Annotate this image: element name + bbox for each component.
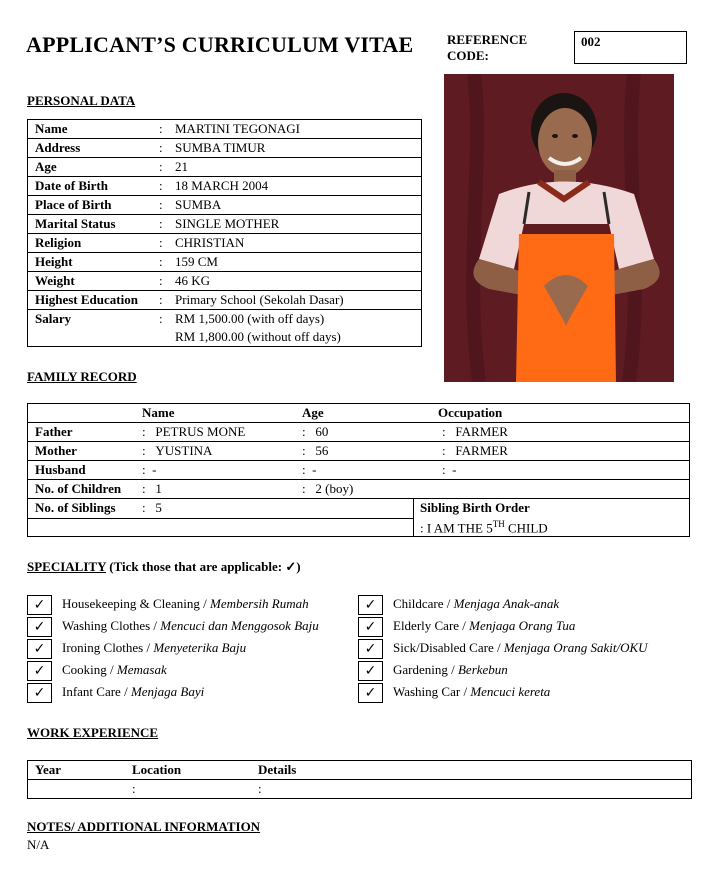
salary-row [28, 310, 422, 347]
speciality-label [393, 662, 508, 678]
colon: : [159, 291, 169, 310]
checkbox-checked[interactable]: ✓ [358, 661, 383, 681]
colon: : [159, 234, 169, 253]
family-name: PETRUS MONE [155, 424, 246, 439]
personal-row [28, 215, 422, 234]
label-ms: Menjaga Bayi [130, 684, 205, 699]
children-label: No. of Children [35, 481, 122, 496]
label-en: Gardening / [393, 662, 458, 677]
field-label: Religion [28, 234, 160, 253]
photo-illustration [444, 74, 674, 382]
salary-with-off-days: RM 1,500.00 (with off days) [175, 311, 325, 326]
field-value: MARTINI TEGONAGI [169, 120, 422, 139]
colon: : [159, 196, 169, 215]
personal-row [28, 120, 422, 139]
speciality-label [62, 640, 246, 656]
checkbox-checked[interactable]: ✓ [27, 595, 52, 615]
label-en: Cooking / [62, 662, 117, 677]
details-colon: : [258, 781, 262, 796]
col-occupation-header: Occupation [438, 405, 503, 420]
label-ms: Memasak [116, 662, 167, 677]
speciality-label [393, 596, 559, 612]
birth-order-suffix: CHILD [504, 520, 548, 536]
reference-label-line2: CODE: [447, 48, 489, 63]
checkbox-checked[interactable]: ✓ [358, 617, 383, 637]
birth-order-label: Sibling Birth Order [420, 500, 530, 515]
personal-row [28, 291, 422, 310]
label-en: Elderly Care / [393, 618, 470, 633]
children-count: 1 [155, 481, 162, 496]
field-label: Place of Birth [28, 196, 160, 215]
checkbox-checked[interactable]: ✓ [27, 661, 52, 681]
family-row-husband: Husband : - : - : - [28, 461, 689, 480]
label-ms: Mencuci dan Menggosok Baju [160, 618, 319, 633]
family-occupation: FARMER [455, 424, 508, 439]
personal-row [28, 139, 422, 158]
family-label: Husband [35, 462, 86, 477]
work-experience-heading: WORK EXPERIENCE [27, 725, 159, 740]
siblings-count: 5 [155, 500, 162, 515]
family-record-table [27, 403, 690, 537]
col-name-header: Name [142, 405, 175, 420]
field-value: 18 MARCH 2004 [169, 177, 422, 196]
family-age: - [312, 462, 317, 477]
label-en: Washing Clothes / [62, 618, 161, 633]
label-en: Washing Car / [393, 684, 471, 699]
label-en: Infant Care / [62, 684, 131, 699]
salary-values [169, 310, 422, 347]
family-row-siblings: No. of Siblings : 5 Sibling Birth Order : I AM THE 5TH CHILD [28, 499, 689, 537]
speciality-label [62, 596, 309, 612]
siblings-label: No. of Siblings [35, 500, 116, 515]
label-ms: Mencuci kereta [470, 684, 551, 699]
reference-code: 002 [574, 31, 687, 64]
personal-row [28, 272, 422, 291]
speciality-label [393, 684, 550, 700]
reference-label [447, 32, 527, 64]
field-value: SUMBA [169, 196, 422, 215]
children-detail: 2 (boy) [315, 481, 354, 496]
family-record-heading: FAMILY RECORD [27, 369, 137, 384]
speciality-label [393, 618, 575, 634]
col-location-header: Location [132, 762, 182, 777]
family-row-father: Father : PETRUS MONE : 60 : FARMER [28, 423, 689, 442]
field-value: 159 CM [169, 253, 422, 272]
label-en: Sick/Disabled Care / [393, 640, 504, 655]
family-label: Father [35, 424, 73, 439]
speciality-note: (Tick those that are applicable: ✓) [105, 559, 301, 574]
col-age-header: Age [302, 405, 324, 420]
label-ms: Membersih Rumah [210, 596, 309, 611]
speciality-label [393, 640, 648, 656]
field-label: Height [28, 253, 160, 272]
family-row-mother: Mother : YUSTINA : 56 : FARMER [28, 442, 689, 461]
personal-row [28, 177, 422, 196]
family-age: 60 [315, 424, 329, 439]
label-ms: Berkebun [457, 662, 508, 677]
reference-label-line1: REFERENCE [447, 32, 528, 47]
notes-heading: NOTES/ ADDITIONAL INFORMATION [27, 819, 261, 834]
personal-data-heading: PERSONAL DATA [27, 93, 136, 108]
field-value: SUMBA TIMUR [169, 139, 422, 158]
family-age: 56 [315, 443, 329, 458]
colon: : [159, 272, 169, 291]
col-details-header: Details [258, 762, 297, 777]
label-en: Childcare / [393, 596, 454, 611]
checkbox-checked[interactable]: ✓ [27, 683, 52, 703]
field-value: SINGLE MOTHER [169, 215, 422, 234]
applicant-photo [444, 74, 674, 382]
field-label: Highest Education [28, 291, 160, 310]
speciality-heading: SPECIALITY [27, 559, 106, 574]
salary-without-off-days: RM 1,800.00 (without off days) [175, 329, 341, 344]
field-label: Name [28, 120, 160, 139]
cv-title: APPLICANT’S CURRICULUM VITAE [26, 32, 414, 57]
label-ms: Menjaga Anak-anak [453, 596, 560, 611]
personal-row [28, 234, 422, 253]
family-occupation: - [452, 462, 457, 477]
col-year-header: Year [35, 762, 61, 777]
field-value: 21 [169, 158, 422, 177]
personal-row [28, 196, 422, 215]
speciality-label [62, 684, 204, 700]
personal-row [28, 158, 422, 177]
field-label: Date of Birth [28, 177, 160, 196]
label-ms: Menjaga Orang Sakit/OKU [503, 640, 648, 655]
colon: : [159, 139, 169, 158]
label-en: Ironing Clothes / [62, 640, 154, 655]
personal-data-table [27, 119, 422, 347]
speciality-heading-line [27, 559, 301, 575]
field-label: Address [28, 139, 160, 158]
family-name: YUSTINA [155, 443, 213, 458]
location-colon: : [132, 781, 136, 796]
colon: : [159, 177, 169, 196]
salary-label: Salary [28, 310, 160, 347]
birth-order-prefix: : I AM THE 5 [420, 520, 493, 536]
checkbox-checked[interactable]: ✓ [358, 595, 383, 615]
label-ms: Menyeterika Baju [153, 640, 247, 655]
speciality-label [62, 618, 319, 634]
colon: : [159, 253, 169, 272]
family-label: Mother [35, 443, 77, 458]
colon: : [159, 158, 169, 177]
checkbox-checked[interactable]: ✓ [358, 639, 383, 659]
field-label: Age [28, 158, 160, 177]
colon: : [159, 120, 169, 139]
checkbox-checked[interactable]: ✓ [27, 639, 52, 659]
checkbox-checked[interactable]: ✓ [358, 683, 383, 703]
personal-row [28, 253, 422, 272]
field-value: CHRISTIAN [169, 234, 422, 253]
speciality-label [62, 662, 167, 678]
colon: : [159, 310, 169, 347]
field-label: Marital Status [28, 215, 160, 234]
field-label: Weight [28, 272, 160, 291]
family-name: - [152, 462, 157, 477]
work-experience-table [27, 760, 692, 799]
family-row-children: No. of Children : 1 : 2 (boy) [28, 480, 689, 499]
field-value: 46 KG [169, 272, 422, 291]
label-ms: Menjaga Orang Tua [469, 618, 576, 633]
birth-order-sup: TH [492, 519, 505, 529]
field-value: Primary School (Sekolah Dasar) [169, 291, 422, 310]
family-header-row [28, 404, 689, 423]
checkbox-checked[interactable]: ✓ [27, 617, 52, 637]
work-header-row [28, 761, 691, 780]
notes-text: N/A [27, 837, 50, 852]
label-en: Housekeeping & Cleaning / [62, 596, 211, 611]
birth-order-value [420, 519, 548, 536]
colon: : [159, 215, 169, 234]
family-occupation: FARMER [455, 443, 508, 458]
